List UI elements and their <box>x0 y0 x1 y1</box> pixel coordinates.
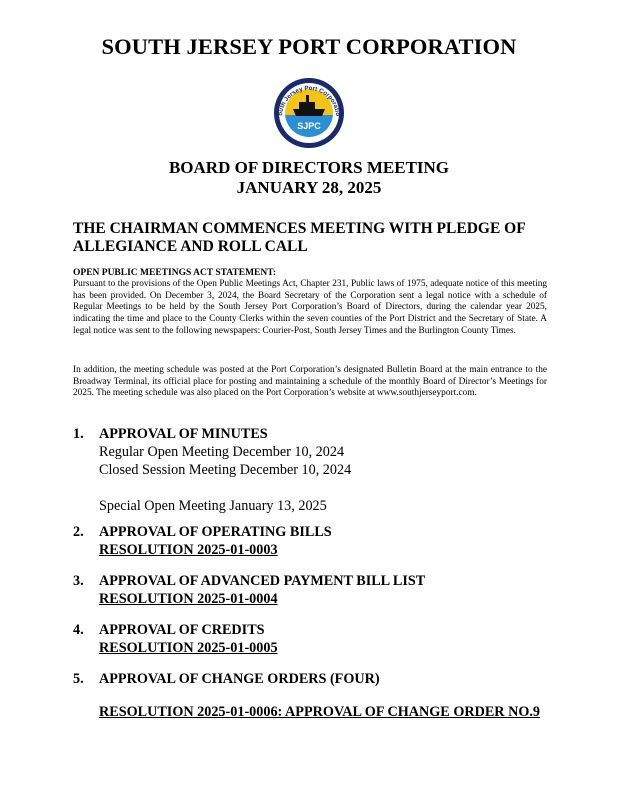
agenda-item-heading: APPROVAL OF ADVANCED PAYMENT BILL LIST <box>99 573 426 589</box>
ship-cabin-icon <box>299 102 315 109</box>
agenda-item-resolution: RESOLUTION 2025-01-0005 <box>99 640 278 656</box>
logo-arc-text: outh Jersey Port Corporatio <box>276 84 342 117</box>
sjpc-logo-graphic <box>271 75 347 151</box>
agenda-item-5-resolution: RESOLUTION 2025-01-0006: APPROVAL OF CHANGE ORDER NO.9 <box>99 704 541 720</box>
opma-paragraph-1: Pursuant to the provisions of the Open Public Meetings Act, Chapter 231, Public laws of 1975, adequate notice of this meeting has been provided. On December 3, 2024, the Board Secretary of the Corporation sent a legal notice with a schedule of Regular Meetings to be held by the South Jersey Port Corporation’s Board of Directors, during the calendar year 2025, indicating the time and place to the County Clerks within the seven counties of the Port District and the Secretary of State. A legal notice was sent to the following newspapers: Courier-Post, South Jersey Times and the Burlington County Times. <box>73 279 547 336</box>
chairman-heading <box>73 220 553 256</box>
agenda-item-resolution: RESOLUTION 2025-01-0004 <box>99 591 278 607</box>
minutes-regular-open: Regular Open Meeting December 10, 2024 <box>99 444 345 460</box>
sjpc-logo <box>271 75 347 151</box>
agenda-item-number: 1. <box>73 426 84 442</box>
ship-icon <box>293 109 325 116</box>
agenda-item-number: 3. <box>73 573 84 589</box>
meeting-date: JANUARY 28, 2025 <box>236 178 382 197</box>
opma-paragraph-2: In addition, the meeting schedule was posted at the Port Corporation’s designated Bulletin Board at the main entrance to the Broadway Terminal, its official place for posting and maintaining a schedule of the monthly Board of Director’s Meetings for 2025. The meeting schedule was also placed on the Port Corporation’s website at www.southjerseyport.com. <box>73 365 547 399</box>
agenda-item-resolution: RESOLUTION 2025-01-0003 <box>99 542 278 558</box>
chairman-line-2: ALLEGIANCE AND ROLL CALL <box>73 238 308 255</box>
agenda-item-heading: APPROVAL OF CREDITS <box>99 622 265 638</box>
agenda-item-number: 2. <box>73 524 84 540</box>
agenda-item-number: 5. <box>73 671 84 687</box>
minutes-special-open: Special Open Meeting January 13, 2025 <box>99 498 327 514</box>
meeting-name: BOARD OF DIRECTORS MEETING <box>168 158 450 177</box>
agenda-item-heading: APPROVAL OF MINUTES <box>99 426 268 442</box>
agenda-item-heading: APPROVAL OF CHANGE ORDERS (FOUR) <box>99 671 380 687</box>
logo-badge-text: SJPC <box>297 121 321 131</box>
meeting-title <box>0 158 618 198</box>
minutes-closed-session: Closed Session Meeting December 10, 2024 <box>99 462 352 478</box>
chairman-line-1: THE CHAIRMAN COMMENCES MEETING WITH PLEDGE OF <box>73 220 526 237</box>
opma-heading: OPEN PUBLIC MEETINGS ACT STATEMENT: <box>73 268 277 278</box>
agenda-item-heading: APPROVAL OF OPERATING BILLS <box>99 524 332 540</box>
ship-mast-icon <box>306 95 309 102</box>
agenda-item-number: 4. <box>73 622 84 638</box>
document-title: SOUTH JERSEY PORT CORPORATION <box>101 34 517 59</box>
